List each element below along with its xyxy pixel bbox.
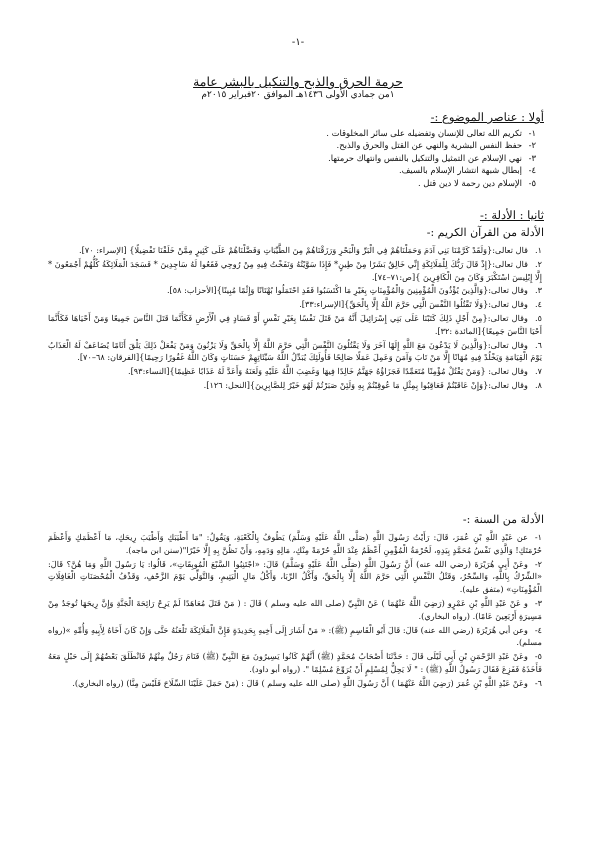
page-number: -١- — [291, 37, 305, 48]
list-item: ٦.وقال تعالى:{وَالَّذِينَ لَا يَدْعُونَ مَعَ اللَّهِ إِلَهًا آخَرَ وَلَا يَقْتُلُونَ النَّفْسَ الَّتِي حَرَّمَ اللَّهُ إِلَّا بِالْحَقِّ وَلَا يَزْنُونَ وَمَنْ يَفْعَلْ ذَلِكَ يَلْقَ أَثَامًا يُضَاعَفْ لَهُ الْعَذَابُ يَوْمَ الْقِيَامَةِ وَيَخْلُدْ فِيهِ مُهَانًا إِلَّا مَنْ تَابَ وَآمَنَ وَعَمِلَ عَمَلًا صَالِحًا فَأُولَئِكَ يُبَدِّلُ اللَّهُ سَيِّئَاتِهِمْ حَسَنَاتٍ وَكَانَ اللَّهُ غَفُورًا رَحِيمًا}[الفرقان: ٦٨–٧٠]. — [48, 339, 542, 363]
list-item: ٤-إبطال شبهة انتشار الإسلام بالسيف. — [398, 165, 536, 176]
document-date: ١من جمادي الأولى ١٤٣٦هـ الموافق ٢٠فبراير ٢٠١٥م — [201, 90, 395, 100]
list-item: ١-تكريم الله تعالى للإنسان وتفضيله على سائر المخلوقات . — [326, 128, 536, 138]
list-item: ٥.وقال تعالى:{مِنْ أَجْلِ ذَلِكَ كَتَبْنَا عَلَى بَنِي إِسْرَائِيلَ أَنَّهُ مَنْ قَتَلَ نَفْسًا بِغَيْرِ نَفْسٍ أَوْ فَسَادٍ فِي الْأَرْضِ فَكَأَنَّمَا قَتَلَ النَّاسَ جَمِيعًا وَمَنْ أَحْيَاهَا فَكَأَنَّمَا أَحْيَا النَّاسَ جَمِيعًا}[المائدة :٣٢]. — [48, 312, 542, 336]
list-item: ٤-وعن أبي هُرَيْرَةَ (رضي الله عنه) قَالَ: قَالَ أَبُو الْقَاسِمِ (ﷺ): « مَنْ أَشَارَ إِلَى أَخِيهِ بِحَدِيدَةٍ فَإِنَّ الْمَلَائِكَةَ تَلْعَنُهُ حَتَّى وَإِنْ كَانَ أَخَاهُ لِأَبِيهِ وَأُمِّهِ »(رواه مسلم). — [48, 624, 542, 648]
section-heading-evidence: ثانيا : الأدلة :- — [479, 208, 544, 222]
list-item: ٢.قال تعالى:{إِذْ قَالَ رَبُّكَ لِلْمَلَائِكَةِ إِنِّي خَالِقٌ بَشَرًا مِنْ طِينٍ* فَإِذَا سَوَّيْتُهُ وَنَفَخْتُ فِيهِ مِنْ رُوحِي فَقَعُوا لَهُ سَاجِدِينَ * فَسَجَدَ الْمَلَائِكَةُ كُلُّهُمْ أَجْمَعُونَ * إِلَّا إِبْلِيسَ اسْتَكْبَرَ وَكَانَ مِنَ الْكَافِرِينَ }[ص:٧١–٧٤]. — [48, 258, 542, 282]
quran-evidence-list — [48, 244, 542, 393]
list-item: ٨.وقال تعالى:{وَإِنْ عَاقَبْتُمْ فَعَاقِبُوا بِمِثْلِ مَا عُوقِبْتُمْ بِهِ وَلَئِنْ صَبَرْتُمْ لَهُوَ خَيْرٌ لِلصَّابِرِينَ}[النحل: ١٢٦]. — [203, 379, 542, 390]
list-item: ٤.وقال تعالى:{وَلَا تَقْتُلُوا النَّفْسَ الَّتِي حَرَّمَ اللَّهُ إِلَّا بِالْحَقِّ}[الإسراء:٣٣]. — [299, 299, 542, 310]
list-item: ١.قال تعالى:{وَلَقَدْ كَرَّمْنَا بَنِي آدَمَ وَحَمَلْنَاهُمْ فِي الْبَرِّ وَالْبَحْرِ وَرَزَقْنَاهُمْ مِنَ الطَّيِّبَاتِ وَفَضَّلْنَاهُمْ عَلَى كَثِيرٍ مِمَّنْ خَلَقْنَا تَفْضِيلًا} [الإسراء: ٧٠]. — [79, 245, 542, 255]
list-item: ٥-وعَنْ عَبْدِ الرَّحْمَنِ بْنِ أَبِي لَيْلَى قَالَ : حَدَّثَنَا أَصْحَابُ مُحَمَّدٍ (ﷺ) أَنَّهُمْ كَانُوا يَسِيرُونَ مَعَ النَّبِيِّ (ﷺ) فَنَامَ رَجُلٌ مِنْهُمْ فَانْطَلَقَ بَعْضُهُمْ إِلَى حَبْلٍ مَعَهُ فَأَخَذَهُ فَفَزِعَ فَقَالَ رَسُولُ اللَّهِ (ﷺ) : " لَا يَحِلُّ لِمُسْلِمٍ أَنْ يُرَوِّعَ مُسْلِمًا ". (رواه أبو داود). — [48, 651, 542, 674]
list-item: ٢-وعَنْ أَبِي هُرَيْرَةَ (رضي الله عنه) أَنَّ رَسُولَ اللَّهِ (صَلَّى اللَّهُ عَلَيْهِ وَسَلَّمَ) قَالَ: «اجْتَنِبُوا السَّبْعَ الْمُوبِقَاتِ»، قَالُوا: يَا رَسُولَ اللَّهِ وَمَا هُنَّ؟ قَالَ: «الشِّرْكُ بِاللَّهِ، وَالسِّحْرُ، وَقَتْلُ النَّفْسِ الَّتِي حَرَّمَ اللَّهُ إِلَّا بِالْحَقِّ، وَأَكْلُ الرِّبَا، وَأَكْلُ مَالِ الْيَتِيمِ، وَالتَّوَلِّي يَوْمَ الزَّحْفِ، وَقَذْفُ الْمُحْصَنَاتِ الْغَافِلَاتِ الْمُؤْمِنَاتِ» (متفق عليه). — [48, 558, 542, 595]
list-item: ٦-وعَنْ عَبْدِ اللَّهِ بْنِ عُمَرَ (رَضِيَ اللَّهُ عَنْهُمَا ) أَنَّ رَسُولَ اللَّهِ (صلى الله عليه وسلم ) قَالَ : (مَنْ حَمَلَ عَلَيْنَا السِّلَاحَ فَلَيْسَ مِنَّا) (رواه البخاري). — [72, 677, 542, 688]
list-item: ٢-حفظ النفس البشرية والنهي عن القتل والحرق والذبح. — [336, 140, 536, 151]
sunnah-heading: الأدلة من السنة :- — [462, 513, 544, 526]
list-item: ٧.وقال تعالى: {وَمَنْ يَقْتُلْ مُؤْمِنًا مُتَعَمِّدًا فَجَزَاؤُهُ جَهَنَّمُ خَالِدًا فِيهَا وَغَضِبَ اللَّهُ عَلَيْهِ وَلَعَنَهُ وَأَعَدَّ لَهُ عَذَابًا عَظِيمًا}[النساء:٩٣]. — [127, 366, 542, 377]
list-item: ١-عن عَبْدِ اللَّهِ بْنِ عُمَرَ، قَالَ: رَأَيْتُ رَسُولَ اللَّهِ (صَلَّى اللَّهُ عَلَيْهِ وَسَلَّمَ) يَطُوفُ بِالْكَعْبَةِ، وَيَقُولُ: "مَا أَطْيَبَكِ وَأَطْيَبَ رِيحَكِ، مَا أَعْظَمَكِ وَأَعْظَمَ حُرْمَتَكِ! وَالَّذِي نَفْسُ مُحَمَّدٍ بِيَدِهِ، لَحُرْمَةُ الْمُؤْمِنِ أَعْظَمُ عِنْدَ اللَّهِ حُرْمَةً مِنْكِ، مَالِهِ وَدَمِهِ، وَأَنْ نَظُنَّ بِهِ إِلَّا خَيْرًا"(سنن ابن ماجه). — [48, 532, 542, 555]
sunnah-evidence-list — [48, 531, 542, 691]
document-title: حرمة الحرق والذبح والتنكيل بالبشر عامة — [193, 74, 403, 89]
list-item: ٥-الإسلام دين رحمة لا دين قتل . — [417, 177, 536, 188]
list-item: ٣-و عَنْ عَبْدِ اللَّهِ بْنِ عَمْرٍو (رَضِيَ اللَّهُ عَنْهُمَا ) عَنْ النَّبِيِّ (صلى الله عليه وسلم ) قَالَ : ( مَنْ قَتَلَ مُعَاهَدًا لَمْ يَرِحْ رَائِحَةَ الْجَنَّةِ وَإِنَّ رِيحَهَا تُوجَدُ مِنْ مَسِيرَةِ أَرْبَعِينَ عَامًا). (رواه البخاري). — [48, 597, 542, 621]
section-heading-elements: أولا : عناصر الموضوع :- — [430, 110, 544, 124]
quran-heading: الأدلة من القرآن الكريم :- — [426, 226, 544, 239]
list-item: ٣-نهي الإسلام عن التمثيل والتنكيل بالنفس وانتهاك حرمتها. — [328, 152, 536, 163]
list-item: ٣.وقال تعالى:{وَالَّذِينَ يُؤْذُونَ الْمُؤْمِنِينَ وَالْمُؤْمِنَاتِ بِغَيْرِ مَا اكْتَسَبُوا فَقَدِ احْتَمَلُوا بُهْتَانًا وَإِثْمًا مُبِينًا}[الأحزاب: ٥٨]. — [166, 285, 542, 296]
elements-list — [48, 127, 536, 189]
